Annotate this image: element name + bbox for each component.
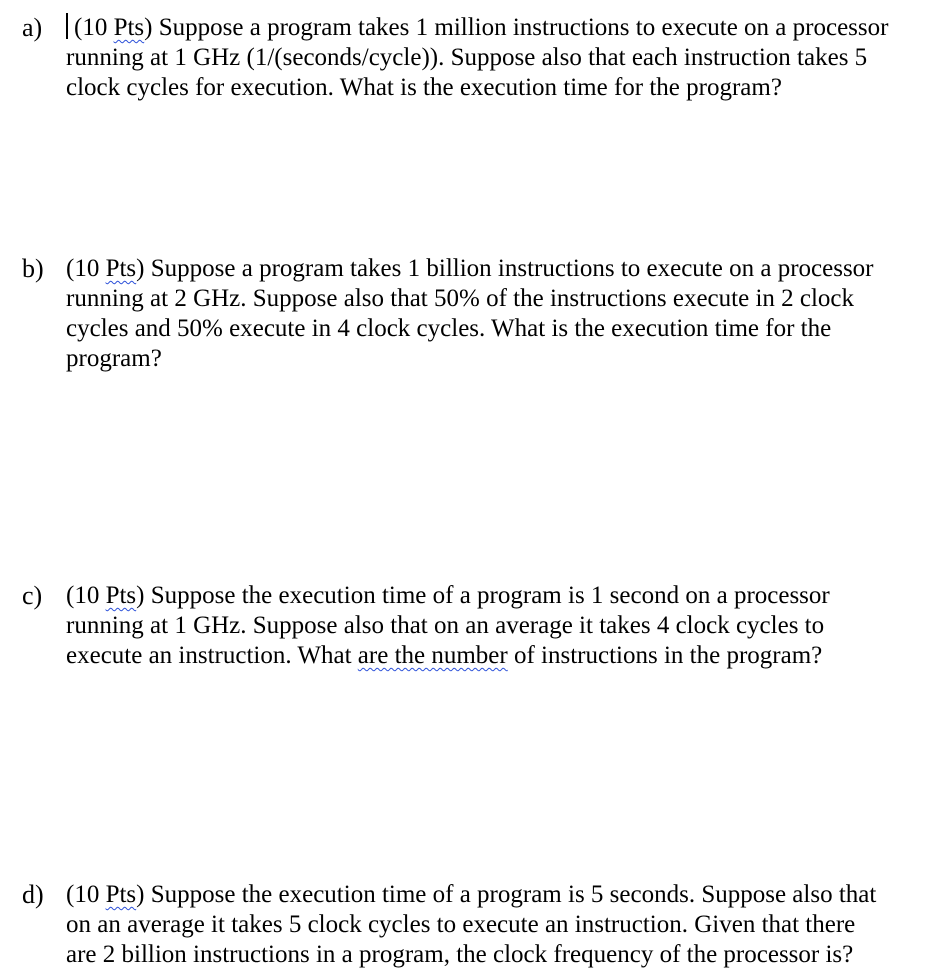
text-cursor <box>66 13 68 39</box>
question-b-line-1: (10 Pts) Suppose a program takes 1 billion instructions to execute on a processor <box>66 255 874 282</box>
question-a-text <box>66 13 888 103</box>
question-a-label: a) <box>22 13 43 42</box>
question-d-label: d) <box>22 880 44 909</box>
question-d-line-2: on an average it takes 5 clock cycles to execute an instruction. Given that there <box>66 911 856 938</box>
question-d-text <box>66 880 876 970</box>
question-c-label: c) <box>22 581 43 610</box>
question-b-line-2: running at 2 GHz. Suppose also that 50% of the instructions execute in 2 clock <box>66 285 855 312</box>
question-b-label: b) <box>22 254 44 283</box>
spellcheck-flag[interactable]: Pts <box>105 255 137 282</box>
question-b-line-4: program? <box>66 345 162 372</box>
question-b-line-3: cycles and 50% execute in 4 clock cycles. What is the execution time for the <box>66 315 832 342</box>
spellcheck-flag[interactable]: Pts <box>105 582 137 609</box>
question-c-line-2: running at 1 GHz. Suppose also that on an average it takes 4 clock cycles to <box>66 612 825 639</box>
question-d-line-3: are 2 billion instructions in a program, the clock frequency of the processor is? <box>66 941 854 968</box>
spellcheck-flag[interactable]: Pts <box>105 881 137 908</box>
question-c-text <box>66 581 830 671</box>
spellcheck-flag[interactable]: Pts <box>113 14 145 41</box>
grammar-flag[interactable]: are the number <box>357 642 508 669</box>
question-b-text <box>66 254 874 374</box>
question-d-line-1: (10 Pts) Suppose the execution time of a program is 5 seconds. Suppose also that <box>66 881 877 908</box>
question-c-line-3: execute an instruction. What are the number of instructions in the program? <box>66 642 823 669</box>
question-a-line-2: running at 1 GHz (1/(seconds/cycle)). Suppose also that each instruction takes 5 <box>66 44 868 71</box>
question-a-line-1: (10 Pts) Suppose a program takes 1 million instructions to execute on a processor <box>66 13 888 43</box>
question-c-line-1: (10 Pts) Suppose the execution time of a program is 1 second on a processor <box>66 582 830 609</box>
question-a-line-3: clock cycles for execution. What is the execution time for the program? <box>66 74 782 101</box>
